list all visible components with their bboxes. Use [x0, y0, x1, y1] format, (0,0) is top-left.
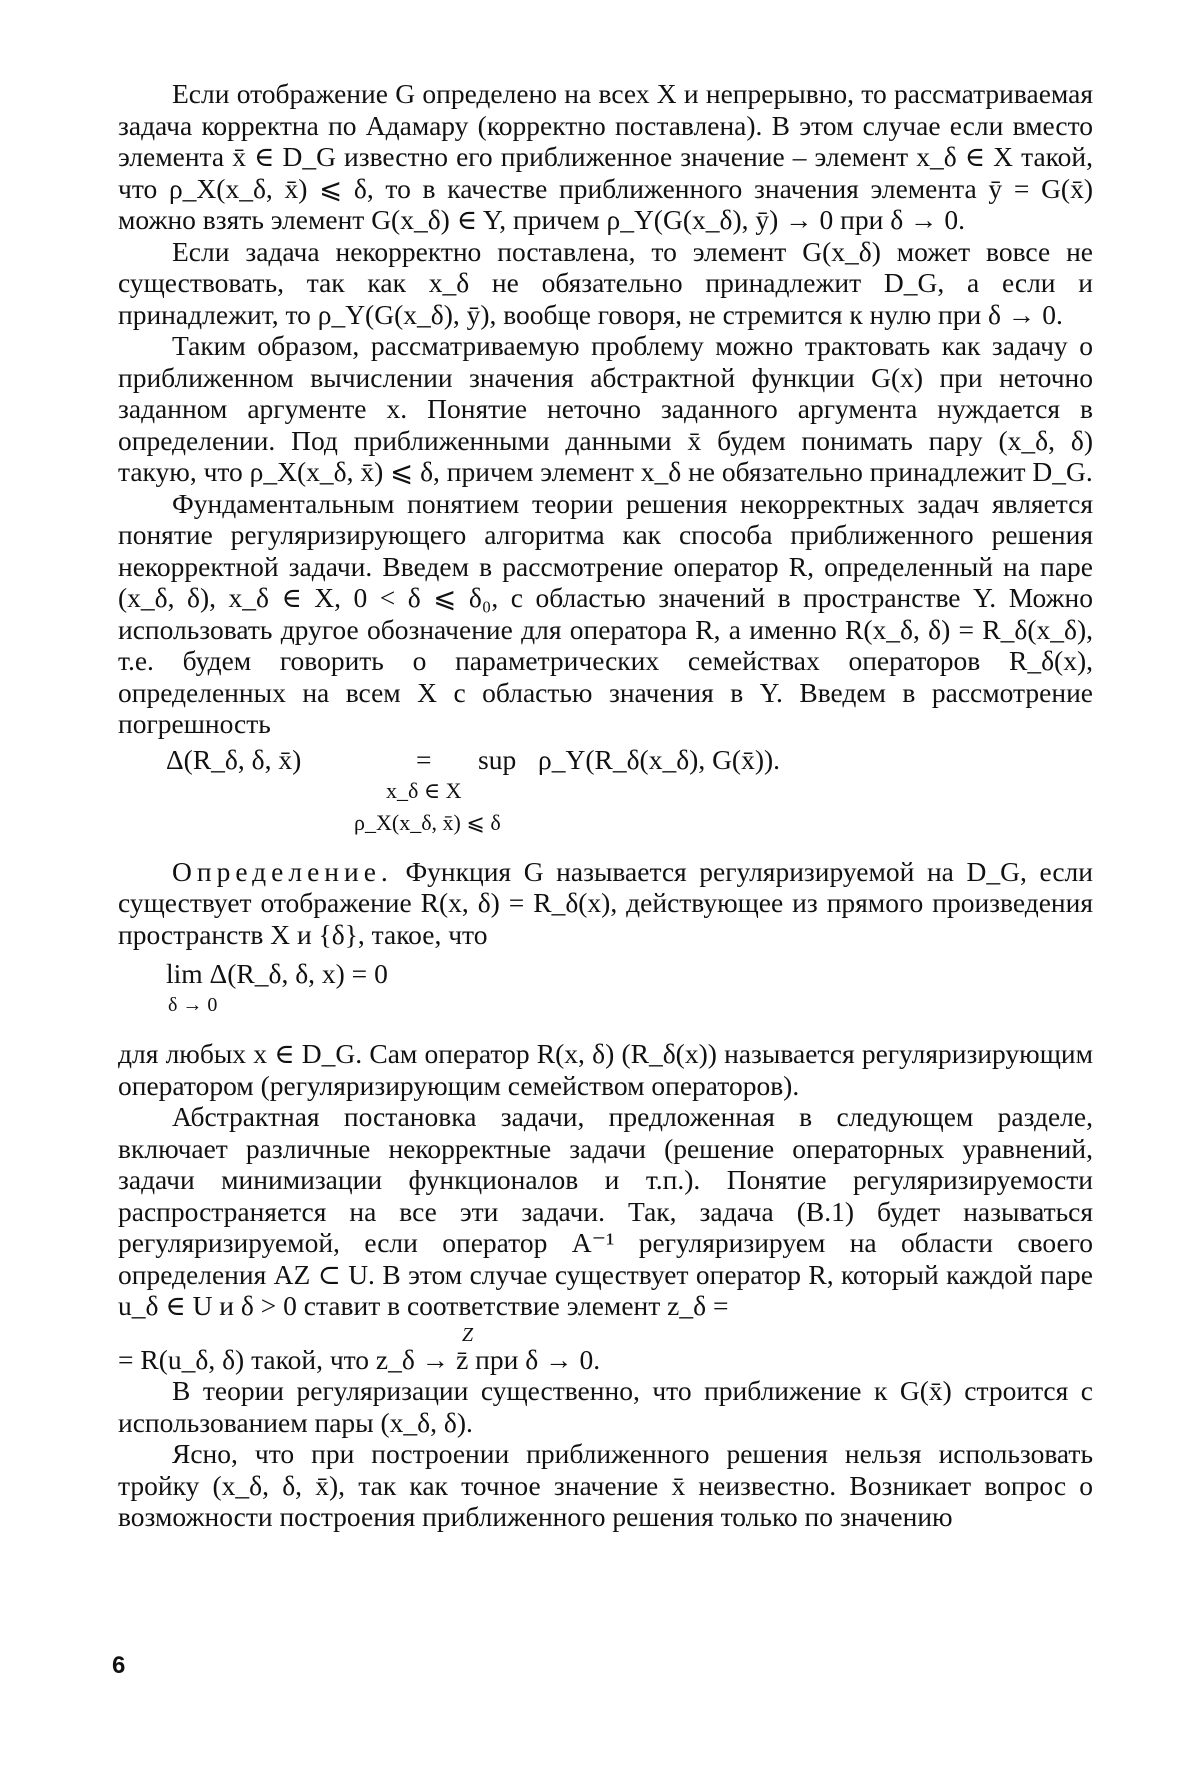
z-line: = R(u_δ, δ) такой, что z_δ → z̄ при δ → 0. [118, 1343, 601, 1375]
z-label-line [118, 1322, 1093, 1344]
definition-text: Функция G называется регуляризируемой на D_G, если существует отображение R(x, δ) = R_δ(x), действующее из прямого произведения пространств X и {δ}, такое, что [118, 855, 1093, 950]
paragraph-5: Абстрактная постановка задачи, предложенная в следующем разделе, включает различные некорректные задачи (решение операторных уравнений, задачи минимизации функционалов и т.п.). Понятие регуляризируемости распространяется на все эти задачи. Так, задача (В.1) будет называться регуляризируемой, если оператор A⁻¹ регуляризируем на области своего определения AZ ⊂ U. В этом случае существует оператор R, который каждой паре u_δ ∈ U и δ > 0 ставит в соответствие элемент z_δ = [118, 1101, 1093, 1321]
z-label: Z [462, 1323, 474, 1346]
formula-equals: = [416, 743, 432, 775]
paragraph-1: Если отображение G определено на всех X и непрерывно, то рассматриваемая задача корректна по Адамару (корректно поставлена). В этом случае если вместо элемента x̄ ∈ D_G известно его приближенное значение – элемент x_δ ∈ X такой, что ρ_X(x_δ, x̄) ⩽ δ, то в качестве приближенного значения элемента ȳ = G(x̄) можно взять элемент G(x_δ) ∈ Y, причем ρ_Y(G(x_δ), ȳ) → 0 при δ → 0. [118, 78, 1093, 235]
formula-sup: sup [478, 743, 517, 775]
definition-heading: Определение. [172, 855, 393, 887]
after-limit-paragraph: для любых x ∈ D_G. Сам оператор R(x, δ) (R_δ(x)) называется регуляризирующим оператором (регуляризирующим семейством операторов). [118, 1038, 1093, 1101]
paragraph-3: Таким образом, рассматриваемую проблему можно трактовать как задачу о приближенном вычислении значения абстрактной функции G(x) при неточно заданном аргументе x. Понятие неточно заданного аргумента нуждается в определении. Под приближенными данными x̄ будем понимать пару (x_δ, δ) такую, что ρ_X(x_δ, x̄) ⩽ δ, причем элемент x_δ не обязательно принадлежит D_G. [118, 330, 1093, 487]
limit-subscript: δ → 0 [168, 994, 218, 1016]
limit-expression: lim Δ(R_δ, δ, x) = 0 [166, 958, 388, 989]
formula-rhs: ρ_Y(R_δ(x_δ), G(x̄)). [538, 743, 781, 775]
page-content [118, 78, 1093, 1533]
formula-subscript-1: x_δ ∈ X [386, 777, 462, 803]
definition-paragraph [118, 856, 1093, 951]
page-number: 6 [112, 1652, 126, 1679]
paragraph-6: В теории регуляризации существенно, что приближение к G(x̄) строится с использованием пары (x_δ, δ). [118, 1375, 1093, 1438]
error-formula [118, 744, 1093, 850]
formula-lhs: Δ(R_δ, δ, x̄) [166, 743, 302, 775]
paragraph-2: Если задача некорректно поставлена, то элемент G(x_δ) может вовсе не существовать, так как x_δ не обязательно принадлежит D_G, а если и принадлежит, то ρ_Y(G(x_δ), ȳ), вообще говоря, не стремится к нулю при δ → 0. [118, 235, 1093, 330]
paragraph-7: Ясно, что при построении приближенного решения нельзя использовать тройку (x_δ, δ, x̄), так как точное значение x̄ неизвестно. Возникает вопрос о возможности построения приближенного решения только по значению [118, 1438, 1093, 1532]
limit-formula [118, 958, 1093, 1032]
formula-subscript-2: ρ_X(x_δ, x̄) ⩽ δ [354, 809, 501, 835]
paragraph-4: Фундаментальным понятием теории решения некорректных задач является понятие регуляризирующего алгоритма как способа приближенного решения некорректной задачи. Введем в рассмотрение оператор R, определенный на паре (x_δ, δ), x_δ ∈ X, 0 < δ ⩽ δ₀, с областью значений в пространстве Y. Можно использовать другое обозначение для оператора R, а именно R(x_δ, δ) = R_δ(x_δ), т.е. будем говорить о параметрических семействах операторов R_δ(x), определенных на всем X с областью значения в Y. Введем в рассмотрение погрешность [118, 487, 1093, 739]
